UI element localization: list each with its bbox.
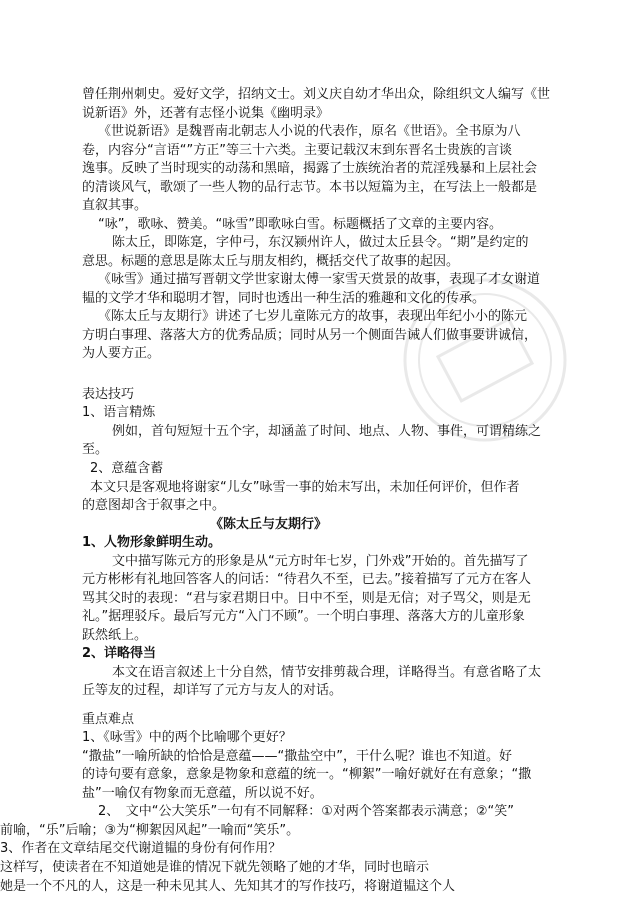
question: 3、作者在文章结尾交代谢道韫的身份有何作用？	[0, 841, 282, 857]
text-line: 文中描写陈元方的形象是从“元方时年七岁，门外戏”开始的。首先描写了	[112, 553, 529, 569]
subheading: 2、意蕴含蓄	[90, 461, 164, 476]
text-line: 例如，首句短短十五个字，却涵盖了时间、地点、人物、事件，可谓精练之	[112, 423, 542, 439]
text-line: 本文在语言叙述上十分自然，情节安排剪裁合理，详略得当。有意省略了太	[112, 664, 542, 680]
text-line: 直叙其事。	[82, 198, 148, 214]
text-line: 《陈太丘与友期行》讲述了七岁儿童陈元方的故事，表现出年纪小小的陈元	[98, 309, 528, 325]
text-line: 意思。标题的意思是陈太丘与朋友相约，概括交代了故事的起因。	[82, 253, 460, 269]
text-line: 卷，内容分“言语“”方正”等三十六类。主要记载汉末到东晋名士贵族的言谈	[82, 142, 512, 158]
text-line: 的诗句要有意象，意象是物象和意蕴的统一。“柳絮”一喻好就好在有意象；“撒	[82, 767, 532, 783]
section-heading: 重点难点	[82, 711, 135, 727]
text-line: 的意图却含于叙事之中。	[82, 498, 226, 513]
text-line: 曾任荆州刺史。爱好文学，招纳文士。刘义庆自幼才华出众，除组织文人编写《世	[82, 87, 551, 102]
text-line: 陈太丘，即陈寔，字仲弓，东汉颍州许人，做过太丘县令。“期”是约定的	[112, 235, 529, 251]
question: 2、 文中“公大笑乐”一句有不同解释：①对两个答案都表示满意；②“笑”	[98, 804, 515, 820]
text-line: 《咏雪》通过描写晋朝文学世家谢太傅一家雪天赏景的故事，表现了才女谢道	[98, 272, 541, 288]
text-line: 丘等友的过程，却详写了元方与友人的对话。	[82, 683, 343, 699]
text-line: 这样写，使读者在不知道她是谁的情况下就先领略了她的才华，同时也暗示	[0, 860, 430, 875]
text-line: 她是一个不凡的人，这是一种未见其人、先知其才的写作技巧，将谢道韫这个人	[0, 878, 456, 894]
section-heading: 表达技巧	[82, 386, 135, 402]
subheading: 1、人物形象鲜明生动。	[82, 535, 222, 550]
text-line: 韫的文学才华和聪明才智，同时也透出一种生活的雅趣和文化的传承。	[82, 290, 486, 306]
text-line: 礼。”据理驳斥。最后写元方“入门不顾”。一个明白事理、落落大方的儿童形象	[82, 609, 525, 625]
text-line: 跃然纸上。	[82, 627, 148, 643]
section-title: 《陈太丘与友期行》	[210, 516, 328, 532]
text-line: 方明白事理、落落大方的优秀品质；同时从另一个侧面告诫人们做事要讲诚信，	[82, 327, 538, 343]
text-line: 逸事。反映了当时现实的动荡和黑暗，揭露了士族统治者的荒淫残暴和上层社会	[82, 161, 538, 177]
text-line: “撒盐”一喻所缺的恰恰是意蕴——“撒盐空中”，干什么呢？谁也不知道。好	[82, 748, 512, 764]
text-line: 《世说新语》是魏晋南北朝志人小说的代表作，原名《世语》。全书原为八	[98, 124, 521, 139]
text-line: 骂其父时的表现：“君与家君期日中。日中不至，则是无信；对子骂父，则是无	[82, 590, 531, 606]
text-line: 本文只是客观地将谢家“儿女”咏雪一事的始末写出，未加任何评价，但作者	[90, 479, 520, 495]
text-line: “咏”，歌咏、赞美。“咏雪”即歌咏白雪。标题概括了文章的主要内容。	[98, 216, 502, 232]
text-line: 为人要方正。	[82, 346, 161, 362]
subheading: 2、详略得当	[82, 646, 157, 662]
text-line: 的清谈风气，歌颂了一些人物的品行志节。本书以短篇为主，在写法上一般都是	[82, 179, 538, 195]
text-line: 说新语》外，还著有志怪小说集《幽明录》	[82, 105, 330, 121]
text-line: 元方彬彬有礼地回答客人的问话：“待君久不至，已去。”接着描写了元方在客人	[82, 572, 531, 588]
text-line: 至。	[82, 442, 109, 458]
text-line: 前喻，“乐”后喻；③为“柳絮因风起”一喻而“笑乐”。	[0, 822, 300, 838]
question: 1、《咏雪》中的两个比喻哪个更好？	[82, 730, 292, 746]
text-line: 盐”一喻仅有物象而无意蕴，所以说不好。	[82, 785, 323, 801]
subheading: 1、语言精炼	[82, 405, 156, 421]
